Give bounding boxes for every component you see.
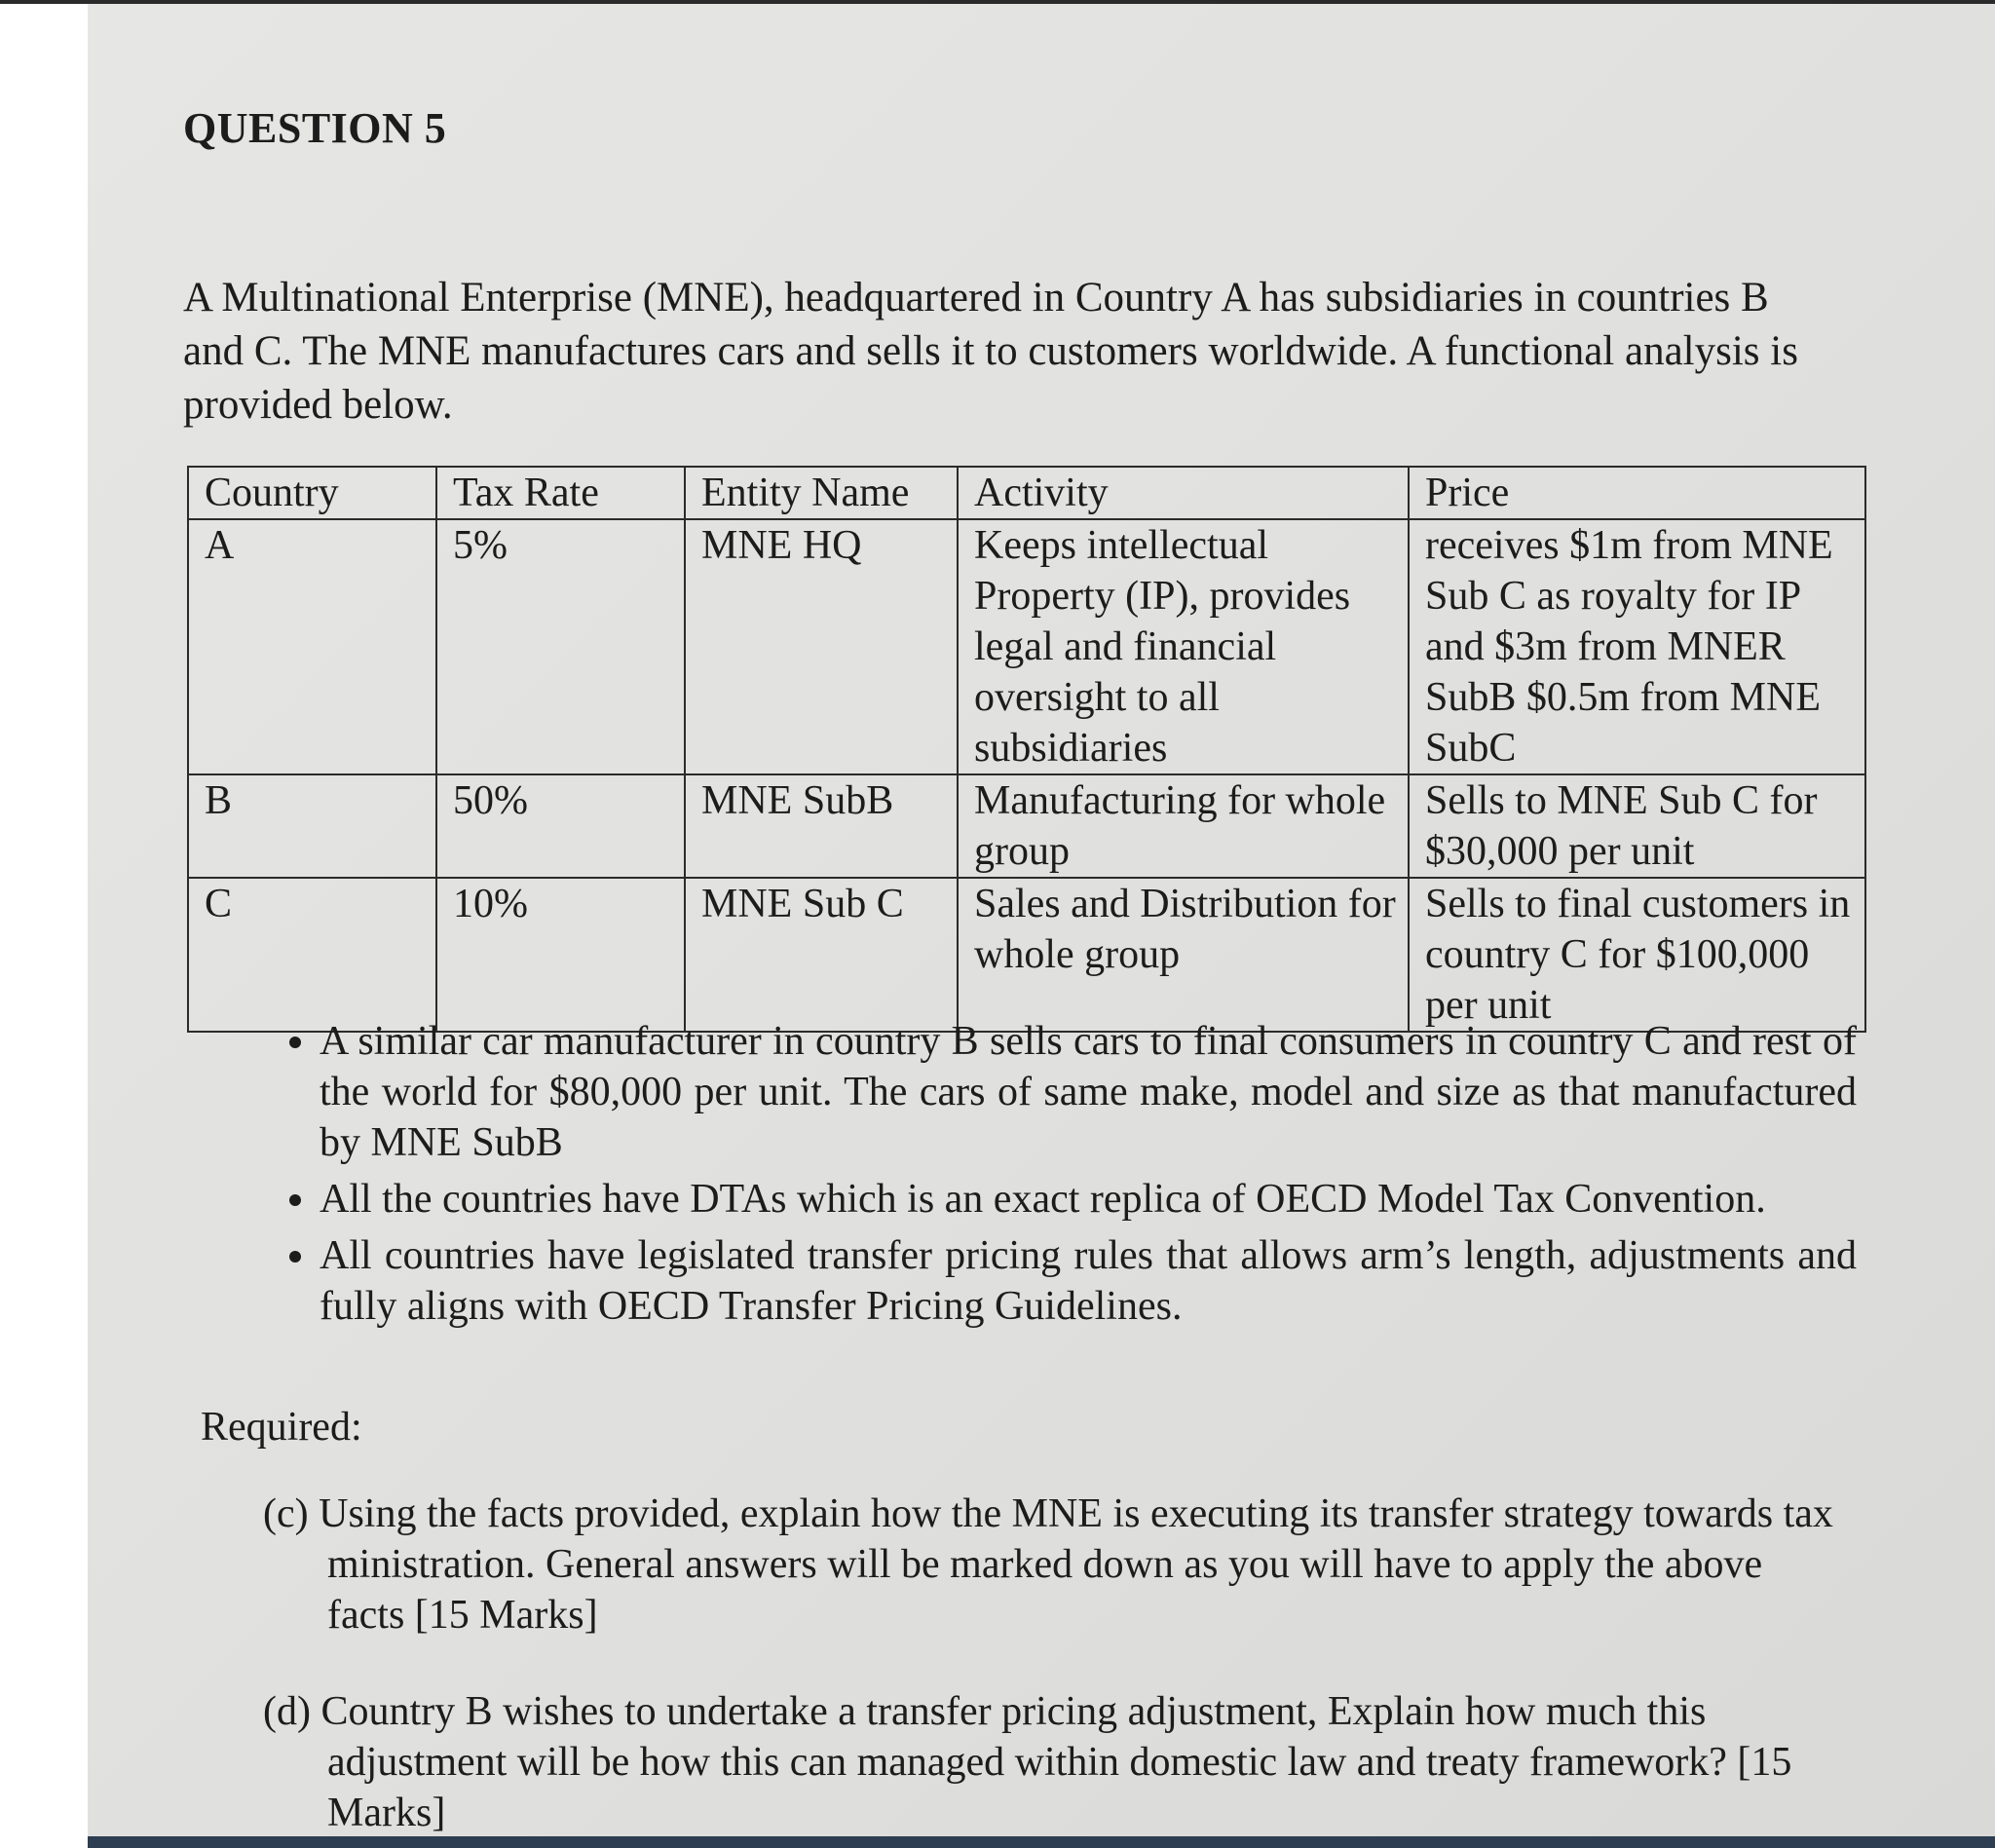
cell-activity: Keeps intellectual Property (IP), provides legal and financial oversight to all subsidiaries [958,519,1409,774]
header-entity-name: Entity Name [685,467,958,519]
header-price: Price [1409,467,1865,519]
cell-activity: Sales and Distribution for whole group [958,878,1409,1032]
photo-edge-bottom [88,1836,1995,1848]
cell-price: Sells to MNE Sub C for $30,000 per unit [1409,774,1865,878]
cell-country: B [188,774,436,878]
table-row [188,878,1865,1032]
cell-price: Sells to final customers in country C for $100,000 per unit [1409,878,1865,1032]
cell-country: A [188,519,436,774]
list-item: • A similar car manufacturer in country B sells cars to final consumers in country C and rest of the world for $80,000 per unit. The cars of same make, model and size as that manufactured by MNE SubB [320,1016,1857,1168]
cell-country: C [188,878,436,1032]
part-c-question: (c) Using the facts provided, explain how the MNE is executing its transfer strategy towards tax ministration. General answers will be marked down as you will have to apply the above facts [15 Marks] [263,1491,1833,1638]
table-header-row [188,467,1865,519]
header-activity: Activity [958,467,1409,519]
cell-tax-rate: 10% [436,878,685,1032]
cell-entity-name: MNE SubB [685,774,958,878]
table-row [188,774,1865,878]
question-heading: QUESTION 5 [183,104,447,152]
cell-entity-name: MNE Sub C [685,878,958,1032]
functional-analysis-table [187,466,1866,1033]
required-label: Required: [201,1405,362,1450]
list-item: • All countries have legislated transfer pricing rules that allows arm’s length, adjustments and fully aligns with OECD Transfer Pricing Guidelines. [320,1230,1857,1332]
cell-entity-name: MNE HQ [685,519,958,774]
cell-tax-rate: 50% [436,774,685,878]
cell-price: receives $1m from MNE Sub C as royalty for IP and $3m from MNER SubB $0.5m from MNE SubC [1409,519,1865,774]
cell-tax-rate: 5% [436,519,685,774]
table-row [188,519,1865,774]
part-d-question: (d) Country B wishes to undertake a transfer pricing adjustment, Explain how much this adjustment will be how this can managed within domestic law and treaty framework? [15 Marks] [263,1689,1792,1835]
header-tax-rate: Tax Rate [436,467,685,519]
cell-activity: Manufacturing for whole group [958,774,1409,878]
header-country: Country [188,467,436,519]
facts-bullet-list [263,1016,1857,1338]
intro-paragraph: A Multinational Enterprise (MNE), headquartered in Country A has subsidiaries in countries B and C. The MNE manufactures cars and sells it to customers worldwide. A functional analysis is provided below. [183,275,1798,428]
list-item: • All the countries have DTAs which is an exact replica of OECD Model Tax Convention. [320,1174,1857,1225]
